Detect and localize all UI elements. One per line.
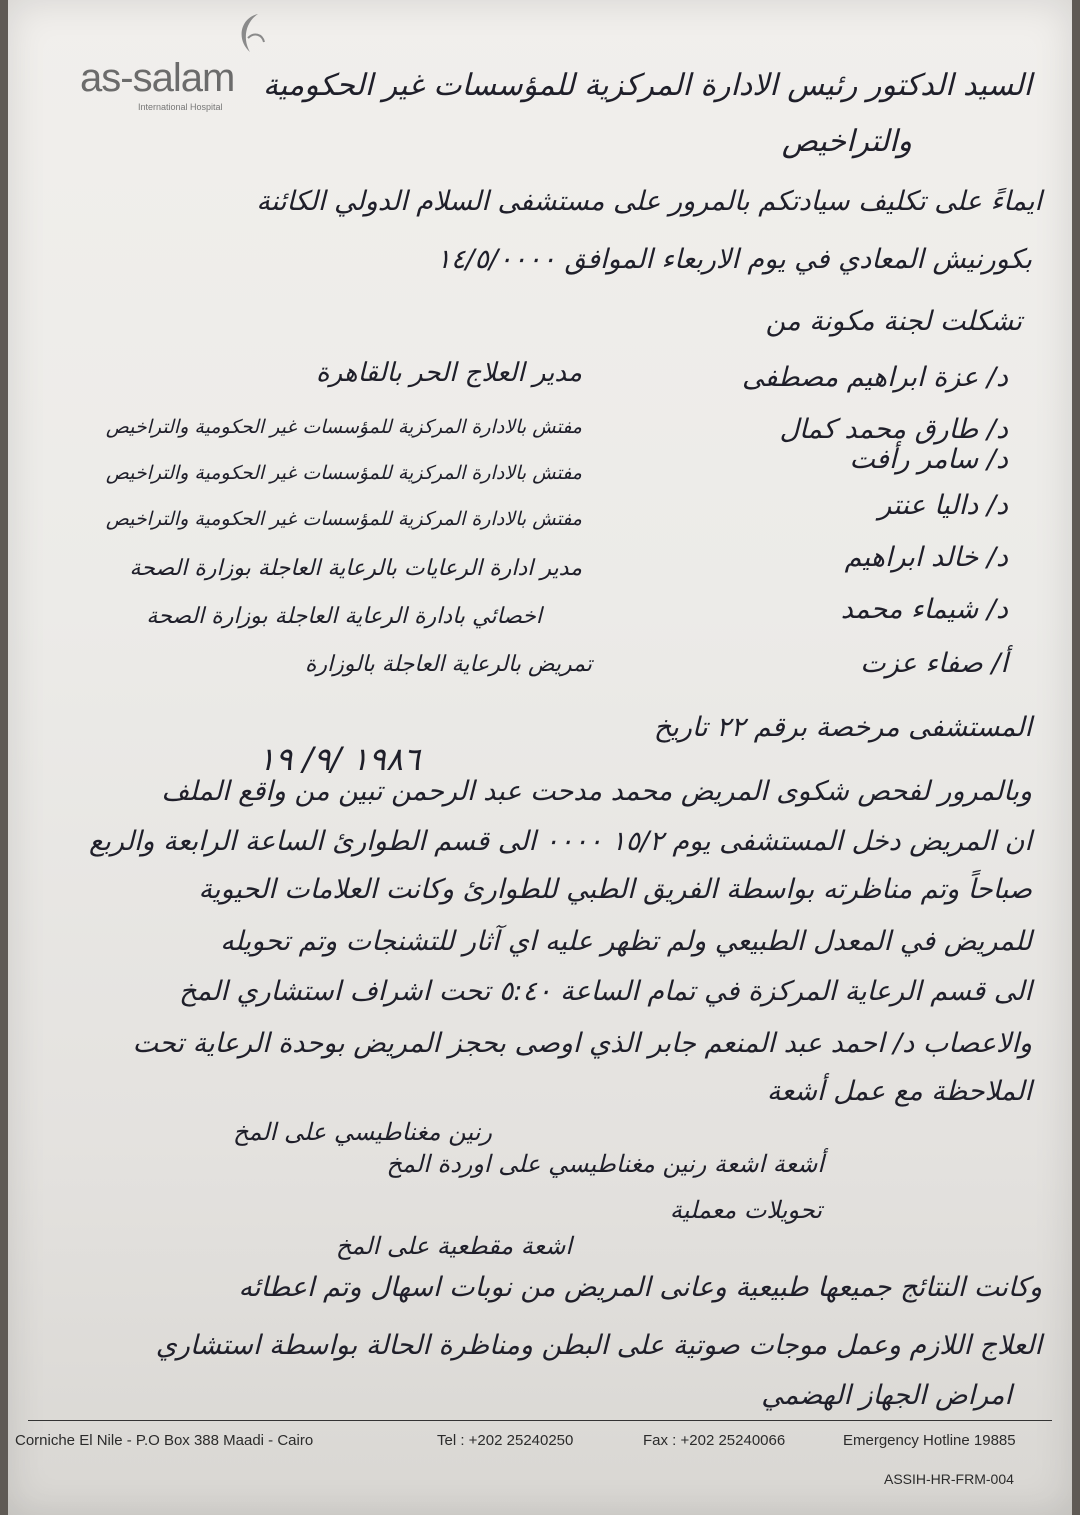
bullet-item: تحويلات معملية <box>669 1196 822 1224</box>
body-line: ان المريض دخل المستشفى يوم ١٥/٢ ٠٠٠٠ الى قسم الطوارئ الساعة الرابعة والربع <box>89 826 1032 857</box>
addressee-line-2: والتراخيص <box>781 124 912 159</box>
license-date: ١٩٨٦ /٩/ ١٩ <box>258 740 421 778</box>
body-line: صباحاً وتم مناظرته بواسطة الفريق الطبي للطوارئ وكانت العلامات الحيوية <box>198 874 1032 905</box>
member-name: د/ طارق محمد كمال <box>779 414 1008 445</box>
form-code: ASSIH-HR-FRM-004 <box>884 1471 1014 1487</box>
footer-address: Corniche El Nile - P.O Box 388 Maadi - Cairo <box>15 1432 314 1449</box>
logo-name: as-salam <box>80 56 235 100</box>
member-role: مفتش بالادارة المركزية للمؤسسات غير الحكومية والتراخيص <box>105 416 582 438</box>
bullet-item: اشعة مقطعية على المخ <box>335 1232 572 1260</box>
crescent-logo-icon <box>228 8 274 68</box>
member-role: مدير ادارة الرعايات بالرعاية العاجلة بوزارة الصحة <box>129 556 582 581</box>
member-name: د/ داليا عنتر <box>878 490 1008 521</box>
license-label: المستشفى مرخصة برقم ٢٢ تاريخ <box>653 712 1032 743</box>
closing-line: العلاج اللازم وعمل موجات صوتية على البطن ومناظرة الحالة بواسطة استشاري <box>155 1330 1042 1361</box>
member-name: د/ خالد ابراهيم <box>844 542 1008 573</box>
member-name: د/ سامر رأفت <box>849 444 1008 475</box>
member-name: د/ عزة ابراهيم مصطفى <box>742 362 1008 393</box>
para1-line-1: ايماءً على تكليف سيادتكم بالمرور على مستشفى السلام الدولي الكائنة <box>256 186 1042 217</box>
para1-line-2: بكورنيش المعادي في يوم الاربعاء الموافق ١٤/٥/٠٠٠٠ <box>436 244 1032 275</box>
body-line: والاعصاب د/ احمد عبد المنعم جابر الذي اوصى بحجز المريض بوحدة الرعاية تحت <box>132 1028 1032 1059</box>
footer-fax: Fax : +202 25240066 <box>643 1432 786 1449</box>
footer-tel: Tel : +202 25240250 <box>437 1432 574 1449</box>
closing-line: وكانت النتائج جميعها طبيعية وعانى المريض من نوبات اسهال وتم اعطائه <box>238 1272 1042 1303</box>
member-role: تمريض بالرعاية العاجلة بالوزارة <box>304 652 592 677</box>
bullet-item: أشعة اشعة رنين مغناطيسي على اوردة المخ <box>386 1150 824 1178</box>
member-role: اخصائي بادارة الرعاية العاجلة بوزارة الصحة <box>146 604 542 629</box>
footer <box>13 1432 1052 1456</box>
member-name: أ/ صفاء عزت <box>860 648 1008 679</box>
body-line: وبالمرور لفحص شكوى المريض محمد مدحت عبد الرحمن تبين من واقع الملف <box>161 776 1032 807</box>
member-role: مفتش بالادارة المركزية للمؤسسات غير الحكومية والتراخيص <box>105 508 582 530</box>
letter-sheet <box>8 0 1072 1515</box>
body-line: الملاحظة مع عمل أشعة <box>766 1076 1032 1107</box>
member-role: مفتش بالادارة المركزية للمؤسسات غير الحكومية والتراخيص <box>105 462 582 484</box>
addressee-line-1: السيد الدكتور رئيس الادارة المركزية للمؤسسات غير الحكومية <box>262 68 1032 103</box>
logo-subtitle: International Hospital <box>138 102 223 112</box>
bullet-item: رنين مغناطيسي على المخ <box>232 1118 492 1146</box>
body-line: الى قسم الرعاية المركزة في تمام الساعة ٥:٤٠ تحت اشراف استشاري المخ <box>179 976 1032 1007</box>
body-line: للمريض في المعدل الطبيعي ولم تظهر عليه اي آثار للتشنجات وتم تحويله <box>220 926 1032 957</box>
committee-intro: تشكلت لجنة مكونة من <box>765 306 1022 337</box>
member-name: د/ شيماء محمد <box>840 594 1008 625</box>
footer-hotline: Emergency Hotline 19885 <box>843 1432 1016 1449</box>
footer-divider <box>28 1420 1052 1421</box>
member-role: مدير العلاج الحر بالقاهرة <box>315 358 582 388</box>
closing-line: امراض الجهاز الهضمي <box>761 1380 1012 1411</box>
